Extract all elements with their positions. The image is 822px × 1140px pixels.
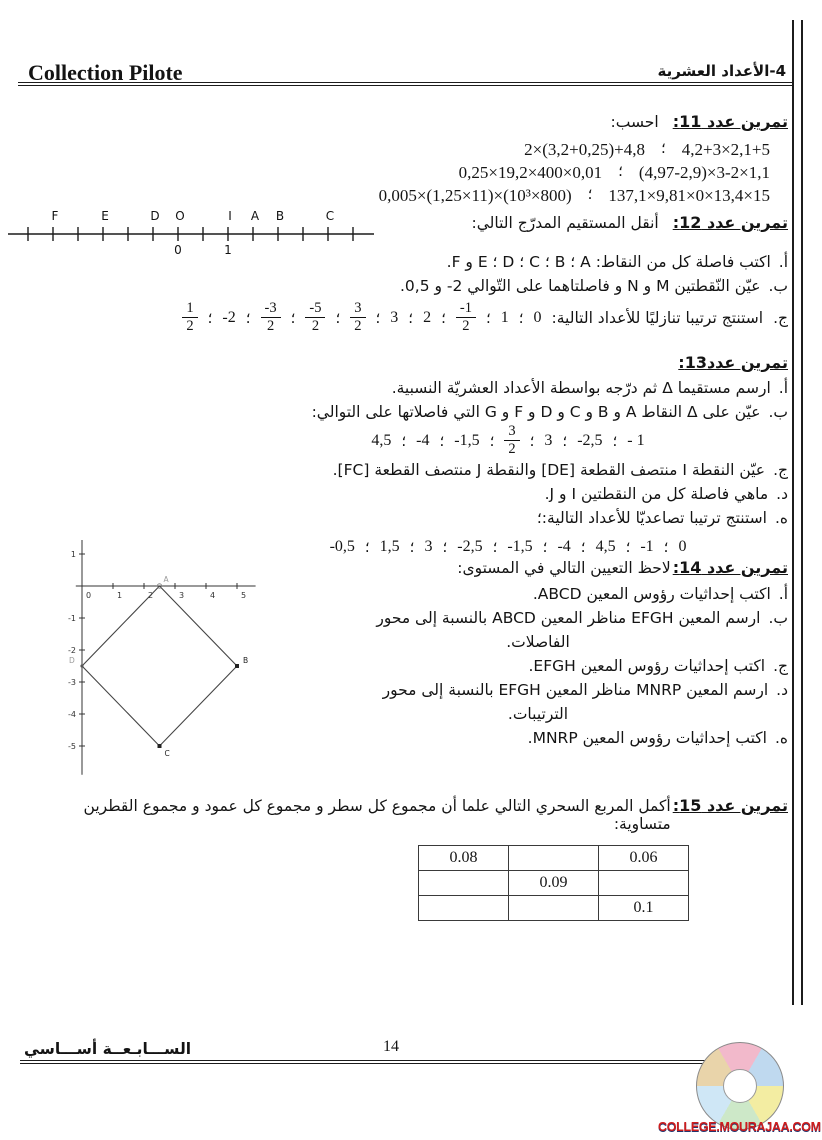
magic-cell [509, 846, 599, 871]
item-text: اكتب إحداثيات رؤوس المعين EFGH. [528, 657, 766, 675]
magic-cell [599, 871, 689, 896]
svg-text:-4: -4 [68, 710, 76, 719]
ex14-items [288, 582, 788, 750]
sequence-number: -1,5 [507, 538, 533, 555]
item-text: اكتب فاصلة كل من النقاط: A ؛ B ؛ C ؛ D ؛ E و F. [446, 253, 771, 271]
sequence-separator: ؛ [485, 308, 491, 327]
ex13-item [228, 506, 788, 530]
expression: 0,25×19,2×400×0,01 [458, 163, 603, 182]
sequence-number: 3 [390, 308, 399, 326]
item-text: ارسم مستقيما Δ ثم درّجه بواسطة الأعداد العشريّة النسبية. [391, 379, 771, 397]
expression: 2×(3,2+0,25)+4,8 [524, 140, 645, 159]
svg-text:E: E [101, 209, 109, 223]
expression: 137,1×9,81×0×13,4×15 [608, 186, 770, 205]
sequence-number: -2,5 [577, 432, 603, 449]
ex11-expression-line [379, 184, 770, 207]
svg-text:1: 1 [117, 591, 123, 600]
item-label: د. [776, 485, 788, 503]
sequence-separator: ؛ [375, 308, 381, 327]
ex13-heading [678, 353, 788, 372]
sequence-number: -1 [640, 538, 654, 555]
svg-text:B: B [243, 656, 249, 665]
ex14-prompt: لاحظ التعيين التالي في المستوى: [457, 559, 671, 577]
sequence-separator: ؛ [492, 539, 498, 556]
sequence-number: -2,5 [457, 538, 483, 555]
item-text: عيّن النّقطتين M و N و فاصلتاهما على التّوالي 2- و 0,5. [399, 277, 761, 295]
ex15-heading [24, 796, 788, 833]
fraction [456, 301, 476, 335]
rhombus-coordinate-graph [56, 540, 261, 780]
ex13-items [228, 376, 788, 564]
sequence-separator: ؛ [409, 539, 415, 556]
sequence-number: - 1 [627, 432, 645, 449]
expression-separator: ؛ [660, 141, 666, 157]
svg-text:-5: -5 [68, 742, 76, 751]
fraction-denominator: 2 [462, 317, 470, 334]
sequence-separator: ؛ [441, 308, 446, 327]
sequence-separator: ؛ [335, 308, 341, 327]
magic-cell: 0.09 [509, 871, 599, 896]
sequence-number: 3 [424, 538, 433, 555]
item-text: اكتب إحداثيات رؤوس المعين MNRP. [527, 729, 767, 747]
svg-text:-2: -2 [68, 646, 76, 655]
sequence-separator: ؛ [207, 308, 213, 327]
item-text: اكتب إحداثيات رؤوس المعين ABCD. [532, 585, 771, 603]
fraction-numerator: 1 [182, 301, 197, 318]
item-label: أ. [778, 379, 788, 397]
sequence-separator: ؛ [580, 539, 586, 556]
svg-text:5: 5 [241, 591, 247, 600]
svg-text:1: 1 [224, 243, 232, 256]
graduated-number-line [6, 206, 378, 256]
ex12-item [228, 274, 788, 298]
ex12-items [228, 250, 788, 298]
fraction-denominator: 2 [354, 317, 362, 334]
expression: 4,2+3×2,1+5 [681, 140, 770, 159]
ex13-item [228, 376, 788, 400]
website-label: COLLEGE.MOURAJAA.COM [658, 1120, 821, 1134]
fraction-numerator: -1 [456, 301, 476, 318]
magic-cell: 0.1 [599, 896, 689, 921]
page-number: 14 [383, 1038, 399, 1055]
ex13-title: تمرين عدد13: [678, 353, 788, 372]
svg-text:B: B [275, 209, 285, 223]
sequence-separator: ؛ [612, 433, 618, 450]
item-label: د. [776, 681, 788, 699]
svg-text:-1: -1 [68, 614, 76, 623]
ex12-descending-sequence [182, 301, 541, 335]
item-label: ج. [773, 461, 788, 479]
fraction [182, 301, 197, 335]
item-label: ج. [773, 657, 788, 675]
ex11-heading [611, 112, 788, 131]
sequence-separator: ؛ [245, 308, 251, 327]
item-label: ب. [768, 403, 788, 421]
sequence-number: 4,5 [595, 538, 616, 555]
item-label: ه. [774, 729, 788, 747]
sequence-separator: ؛ [439, 433, 445, 450]
svg-text:0: 0 [86, 591, 92, 600]
svg-text:2: 2 [148, 591, 154, 600]
sequence-number: 4,5 [371, 432, 392, 449]
expression-separator: ؛ [618, 164, 623, 180]
svg-text:O: O [175, 209, 185, 223]
magic-cell: 0.08 [419, 846, 509, 871]
ex14-heading [457, 558, 788, 577]
collection-title: Collection Pilote [28, 60, 183, 85]
sequence-separator: ؛ [562, 433, 568, 450]
item-label: ب. [768, 277, 788, 295]
ex14-item [288, 606, 788, 630]
ex14-item [288, 654, 788, 678]
expression: 0,005×(1,25×11)×(10³×800) [378, 186, 572, 205]
item-text-continuation: الترتيبات. [507, 705, 569, 723]
sequence-separator: ؛ [489, 433, 495, 450]
item-text: ماهي فاصلة كل من النقطتين I و J. [544, 485, 769, 503]
sequence-number: 3 [544, 432, 553, 449]
ex13-item [228, 400, 788, 424]
sequence-number: 0 [533, 308, 542, 326]
ex12-item [228, 250, 788, 274]
ex11-expression-line [379, 161, 770, 184]
ex12-prompt: أنقل المستقيم المدرّج التالي: [471, 214, 659, 232]
ex13-item [228, 458, 788, 482]
sequence-separator: ؛ [625, 539, 631, 556]
svg-text:0: 0 [174, 243, 182, 256]
magic-cell [419, 896, 509, 921]
magic-row [419, 846, 689, 871]
sequence-number: -1,5 [454, 432, 480, 449]
sequence-separator: ؛ [408, 308, 414, 327]
svg-text:3: 3 [179, 591, 185, 600]
right-margin-rule [792, 20, 803, 1005]
svg-text:F: F [51, 209, 59, 223]
ex12-heading [471, 213, 788, 232]
magic-square-table [418, 845, 689, 921]
item-text: استنتج ترتيبا تنازليًا للأعداد التالية: [551, 308, 764, 327]
fraction [504, 424, 519, 458]
item-label: أ. [778, 585, 788, 603]
fraction-denominator: 2 [311, 317, 320, 334]
sequence-separator: ؛ [542, 539, 548, 556]
ex11-expression-line [379, 138, 770, 161]
fraction-numerator: -5 [305, 301, 325, 318]
item-text: عيّن النقطة I منتصف القطعة [DE] والنقطة J منتصف القطعة [FC]. [332, 461, 766, 479]
item-label: ه. [774, 509, 788, 527]
footer-rule [20, 1060, 764, 1064]
item-label: ج. [773, 308, 788, 327]
magic-cell [509, 896, 599, 921]
ex11-title: تمرين عدد 11: [672, 112, 788, 131]
sequence-separator: ؛ [401, 433, 407, 450]
sequence-number: 2 [423, 308, 432, 326]
ex14-item [288, 678, 788, 702]
fraction-denominator: 2 [508, 441, 516, 457]
svg-text:C: C [164, 749, 170, 758]
svg-text:4: 4 [210, 591, 216, 600]
fraction [350, 301, 365, 335]
fraction [261, 301, 281, 335]
item-label: أ. [778, 253, 788, 271]
fraction-numerator: 3 [350, 301, 365, 318]
svg-text:I: I [228, 209, 232, 223]
item-text: استنتج ترتيبا تصاعديّا للأعداد التالية:؛ [536, 509, 767, 527]
sequence-number: -2 [222, 308, 236, 326]
svg-text:1: 1 [70, 550, 76, 559]
grade-label: الســـابـعــة أســـاسي [24, 1040, 192, 1058]
ex15-title: تمرين عدد 15: [672, 796, 788, 815]
ex14-title: تمرين عدد 14: [672, 558, 788, 577]
fraction-denominator: 2 [186, 317, 194, 334]
magic-row [419, 871, 689, 896]
expression-separator: ؛ [587, 187, 593, 203]
svg-text:A: A [250, 209, 260, 223]
magic-cell [419, 871, 509, 896]
fraction [305, 301, 325, 335]
item-text: ارسم المعين EFGH مناظر المعين ABCD بالنسبة إلى محور [376, 609, 761, 627]
svg-text:D: D [150, 209, 160, 223]
svg-text:D: D [69, 656, 75, 665]
sequence-separator: ؛ [364, 539, 370, 556]
ex14-item [288, 726, 788, 750]
ex12-title: تمرين عدد 12: [672, 213, 788, 232]
sequence-separator: ؛ [518, 308, 524, 327]
header-rule [18, 82, 792, 86]
ex11-expressions [379, 138, 770, 207]
svg-text:-3: -3 [68, 678, 76, 687]
sequence-number: 1 [500, 308, 509, 326]
sequence-separator: ؛ [290, 308, 296, 327]
magic-row [419, 896, 689, 921]
sequence-separator: ؛ [529, 433, 535, 450]
item-label: ب. [768, 609, 788, 627]
ex11-prompt: احسب: [610, 113, 659, 131]
sequence-separator: ؛ [663, 539, 669, 556]
ex12-item-j [28, 301, 788, 335]
sequence-number: -0,5 [329, 538, 355, 555]
fraction-numerator: -3 [261, 301, 281, 318]
fraction-numerator: 3 [504, 424, 519, 441]
school-subjects-wheel-logo [696, 1042, 784, 1130]
chapter-title: 4-الأعداد العشرية [657, 62, 786, 80]
ex13-abscissa-sequence [228, 424, 788, 458]
expression: (4,97-2,9)×3-2×1,1 [638, 163, 770, 182]
magic-cell: 0.06 [599, 846, 689, 871]
svg-text:C: C [325, 209, 335, 223]
fraction-denominator: 2 [266, 317, 275, 334]
ex15-prompt: أكمل المربع السحري التالي علما أن مجموع كل سطر و مجموع كل عمود و مجموع القطرين متساوية: [83, 797, 671, 833]
sequence-number: 0 [678, 538, 687, 555]
item-text: ارسم المعين MNRP مناظر المعين EFGH بالنسبة إلى محور [382, 681, 769, 699]
ex14-item [288, 582, 788, 606]
sequence-number: -4 [416, 432, 430, 449]
sequence-number: 1,5 [379, 538, 400, 555]
ex13-item [228, 482, 788, 506]
sequence-number: -4 [557, 538, 571, 555]
item-text-continuation: الفاصلات. [506, 633, 570, 651]
sequence-separator: ؛ [442, 539, 448, 556]
svg-text:A: A [163, 575, 169, 584]
item-text: عيّن على Δ النقاط A و B و C و D و F و G التي فاصلاتها على التوالي: [311, 403, 761, 421]
